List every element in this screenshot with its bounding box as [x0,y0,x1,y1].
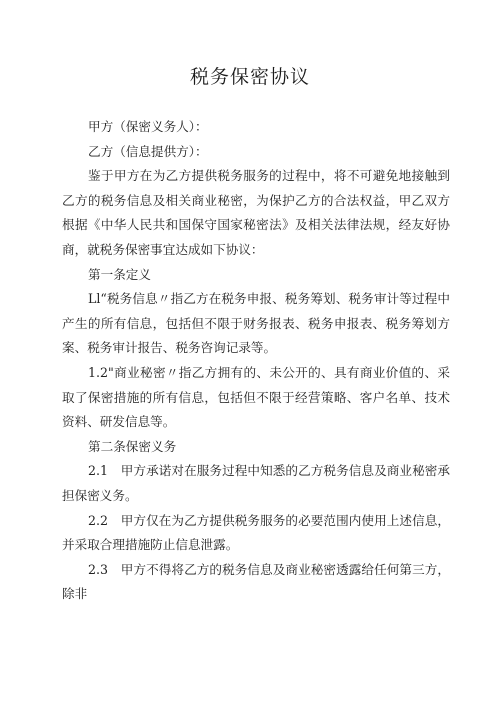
clause-2-1: 2.1 甲方承诺对在服务过程中知悉的乙方税务信息及商业秘密承担保密义务。 [62,463,450,503]
document-body [62,115,450,607]
clause-2-3: 2.3 甲方不得将乙方的税务信息及商业秘密透露给任何第三方，除非 [62,561,450,602]
preamble-paragraph: 鉴于甲方在为乙方提供税务服务的过程中，将不可避免地接触到乙方的税务信息及相关商业秘密，为保护乙方的合法权益，甲乙双方根据《中华人民共和国保守国家秘密法》及相关法律法规，经友好协商，就税务保密事宜达成如下协议： [62,168,450,257]
party-a-line: 甲方（保密义务人）： [88,119,208,134]
clause-1-2: 1.2"商业秘密〃指乙方拥有的、未公开的、具有商业价值的、采取了保密措施的所有信息，包括但不限于经营策略、客户名单、技术资料、研发信息等。 [62,364,450,430]
clause-1-1: Ll“税务信息〃指乙方在税务申报、税务筹划、税务审计等过程中产生的所有信息，包括但不限于财务报表、税务申报表、税务筹划方案、税务审计报告、税务咨询记录等。 [62,291,450,356]
party-b-line: 乙方（信息提供方）： [88,143,208,159]
document-title: 税务保密协议 [189,66,310,88]
article-2-heading: 第二条保密义务 [88,438,177,454]
clause-2-2: 2.2 甲方仅在为乙方提供税务服务的必要范围内使用上述信息，并采取合理措施防止信息泄露。 [62,512,450,553]
article-1-heading: 第一条定义 [88,266,151,282]
